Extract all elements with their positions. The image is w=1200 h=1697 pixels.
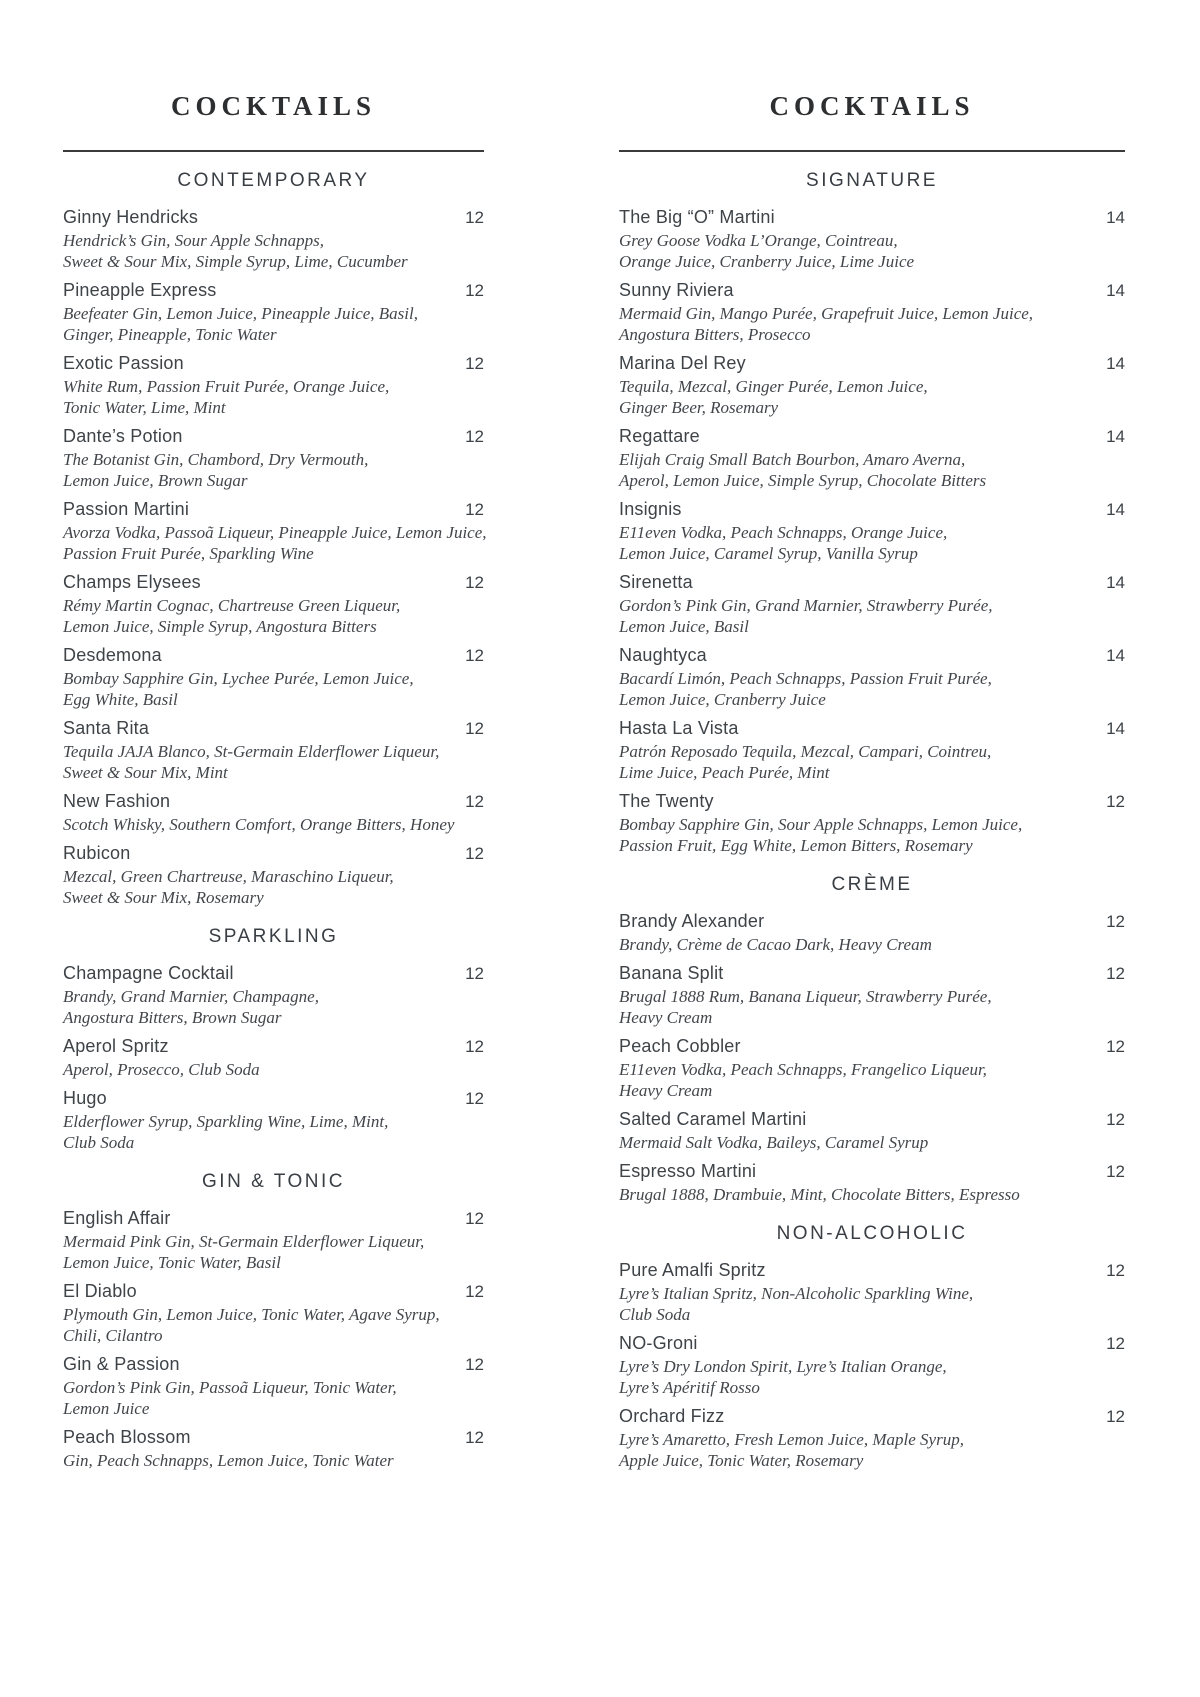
item-name: English Affair: [63, 1208, 171, 1228]
item-description-line: Sweet & Sour Mix, Rosemary: [63, 888, 264, 907]
item-header: [619, 1036, 1125, 1057]
item-description: [619, 814, 1125, 856]
menu-item: [63, 1354, 484, 1419]
section-list: [63, 170, 487, 1471]
menu-item: [619, 207, 1125, 272]
menu-item: [619, 1406, 1125, 1471]
item-description-line: Rémy Martin Cognac, Chartreuse Green Liqueur,: [63, 596, 401, 615]
item-description-line: Avorza Vodka, Passoã Liqueur, Pineapple Juice, Lemon Juice,: [63, 523, 487, 542]
menu-title: COCKTAILS: [170, 91, 377, 121]
item-price: 14: [1106, 427, 1125, 446]
item-name: Hugo: [63, 1088, 107, 1108]
item-header: [619, 499, 1125, 520]
item-header: [63, 1208, 484, 1229]
item-description: [63, 1304, 484, 1346]
item-description: [63, 1111, 484, 1153]
title-rule: [619, 150, 1125, 152]
item-description: [619, 595, 1125, 637]
item-description-line: Bombay Sapphire Gin, Lychee Purée, Lemon Juice,: [63, 669, 414, 688]
item-header: [63, 791, 484, 812]
item-description-line: Egg White, Basil: [63, 690, 178, 709]
item-header: [63, 963, 484, 984]
menu-item: [619, 1333, 1125, 1398]
item-description-line: Hendrick’s Gin, Sour Apple Schnapps,: [63, 231, 324, 250]
item-list: [619, 911, 1125, 1205]
item-description-line: Sweet & Sour Mix, Mint: [63, 763, 228, 782]
item-name: Pure Amalfi Spritz: [619, 1260, 766, 1280]
item-price: 12: [1106, 912, 1125, 931]
item-header: [619, 1161, 1125, 1182]
item-price: 12: [1106, 1110, 1125, 1129]
item-price: 14: [1106, 646, 1125, 665]
item-name: Insignis: [619, 499, 682, 519]
menu-section: [63, 1171, 484, 1471]
item-price: 12: [1106, 1037, 1125, 1056]
item-description-line: Lyre’s Dry London Spirit, Lyre’s Italian Orange,: [619, 1357, 947, 1376]
item-description: [63, 522, 487, 564]
item-price: 12: [465, 964, 484, 983]
item-description-line: Elderflower Syrup, Sparkling Wine, Lime, Mint,: [63, 1112, 389, 1131]
item-description-line: Club Soda: [619, 1305, 691, 1324]
item-description-line: Lyre’s Italian Spritz, Non-Alcoholic Sparkling Wine,: [619, 1284, 974, 1303]
item-description-line: Lemon Juice: [63, 1399, 150, 1418]
item-name: Banana Split: [619, 963, 724, 983]
item-description: [619, 986, 1125, 1028]
item-price: 12: [465, 646, 484, 665]
item-price: 14: [1106, 573, 1125, 592]
item-description: [619, 449, 1125, 491]
section-heading: SIGNATURE: [806, 170, 938, 191]
menu-item: [619, 963, 1125, 1028]
item-description-line: Passion Fruit, Egg White, Lemon Bitters, Rosemary: [619, 836, 973, 855]
item-name: Sirenetta: [619, 572, 693, 592]
item-header: [619, 572, 1125, 593]
item-price: 12: [1106, 964, 1125, 983]
item-description-line: Heavy Cream: [619, 1008, 713, 1027]
item-header: [619, 353, 1125, 374]
item-price: 12: [1106, 1261, 1125, 1280]
item-header: [63, 280, 484, 301]
item-description-line: Orange Juice, Cranberry Juice, Lime Juice: [619, 252, 915, 271]
item-header: [619, 963, 1125, 984]
item-price: 12: [465, 500, 484, 519]
item-header: [619, 718, 1125, 739]
menu-item: [63, 499, 487, 564]
item-description-line: Bacardí Limón, Peach Schnapps, Passion Fruit Purée,: [619, 669, 992, 688]
item-description: [63, 986, 484, 1028]
item-description: [619, 1059, 1125, 1101]
menu-item: [619, 426, 1125, 491]
item-price: 12: [1106, 1407, 1125, 1426]
item-price: 12: [1106, 792, 1125, 811]
item-price: 12: [465, 281, 484, 300]
item-name: Espresso Martini: [619, 1161, 757, 1181]
item-name: Peach Cobbler: [619, 1036, 741, 1056]
item-price: 12: [465, 1282, 484, 1301]
item-description-line: Ginger, Pineapple, Tonic Water: [63, 325, 277, 344]
item-description: [63, 449, 484, 491]
item-description: [63, 814, 484, 835]
item-description-line: Mermaid Salt Vodka, Baileys, Caramel Syrup: [619, 1133, 929, 1152]
menu-item: [63, 645, 484, 710]
menu-section: [619, 874, 1125, 1205]
item-description-line: Tequila JAJA Blanco, St-Germain Elderflower Liqueur,: [63, 742, 440, 761]
item-description: [619, 1356, 1125, 1398]
item-price: 14: [1106, 500, 1125, 519]
item-description-line: Grey Goose Vodka L’Orange, Cointreau,: [619, 231, 898, 250]
item-description-line: Gin, Peach Schnapps, Lemon Juice, Tonic Water: [63, 1451, 394, 1470]
item-name: NO-Groni: [619, 1333, 698, 1353]
item-header: [63, 843, 484, 864]
menu-item: [63, 1036, 484, 1080]
item-header: [619, 1260, 1125, 1281]
item-description: [63, 741, 484, 783]
item-name: The Big “O” Martini: [619, 207, 775, 227]
item-description: [63, 595, 484, 637]
item-description: [619, 376, 1125, 418]
menu-item: [63, 1427, 484, 1471]
item-description: [619, 1283, 1125, 1325]
item-header: [63, 1088, 484, 1109]
item-header: [63, 1354, 484, 1375]
item-header: [619, 1333, 1125, 1354]
item-description-line: Mezcal, Green Chartreuse, Maraschino Liqueur,: [63, 867, 394, 886]
item-header: [619, 791, 1125, 812]
item-name: Naughtyca: [619, 645, 707, 665]
section-heading: NON-ALCOHOLIC: [776, 1223, 968, 1244]
item-price: 12: [465, 1209, 484, 1228]
item-description-line: White Rum, Passion Fruit Purée, Orange Juice,: [63, 377, 390, 396]
menu-item: [63, 963, 484, 1028]
menu-item: [619, 1161, 1125, 1205]
item-description: [63, 866, 484, 908]
title-rule: [63, 150, 484, 152]
item-description-line: Lemon Juice, Basil: [619, 617, 749, 636]
menu-item: [619, 791, 1125, 856]
item-description: [619, 934, 1125, 955]
item-header: [619, 1406, 1125, 1427]
menu-item: [619, 280, 1125, 345]
section-heading: CONTEMPORARY: [177, 170, 370, 191]
item-name: Ginny Hendricks: [63, 207, 199, 227]
menu-item: [63, 1281, 484, 1346]
menu-item: [619, 911, 1125, 955]
item-name: El Diablo: [63, 1281, 137, 1301]
section-heading: GIN & TONIC: [202, 1171, 345, 1192]
item-price: 12: [1106, 1162, 1125, 1181]
menu-item: [63, 572, 484, 637]
menu-item: [63, 207, 484, 272]
menu-title: COCKTAILS: [769, 91, 975, 121]
menu-item: [619, 572, 1125, 637]
item-description-line: Angostura Bitters, Prosecco: [619, 325, 811, 344]
item-price: 12: [465, 792, 484, 811]
item-header: [63, 426, 484, 447]
item-list: [619, 1260, 1125, 1471]
menu-item: [63, 843, 484, 908]
item-header: [63, 718, 484, 739]
item-list: [63, 207, 487, 908]
item-name: Aperol Spritz: [63, 1036, 169, 1056]
item-description: [619, 522, 1125, 564]
item-header: [63, 645, 484, 666]
item-header: [63, 572, 484, 593]
item-header: [63, 353, 484, 374]
item-name: Santa Rita: [63, 718, 150, 738]
item-name: Exotic Passion: [63, 353, 184, 373]
item-name: Rubicon: [63, 843, 131, 863]
item-description-line: The Botanist Gin, Chambord, Dry Vermouth,: [63, 450, 369, 469]
item-description-line: Angostura Bitters, Brown Sugar: [63, 1008, 282, 1027]
menu-item: [63, 1208, 484, 1273]
item-description-line: Chili, Cilantro: [63, 1326, 163, 1345]
item-name: Champs Elysees: [63, 572, 201, 592]
menu-section: [63, 926, 484, 1153]
item-description-line: Elijah Craig Small Batch Bourbon, Amaro Averna,: [619, 450, 966, 469]
item-header: [619, 426, 1125, 447]
item-price: 12: [465, 1037, 484, 1056]
item-description: [63, 1450, 484, 1471]
item-description-line: Lemon Juice, Tonic Water, Basil: [63, 1253, 281, 1272]
item-header: [63, 1281, 484, 1302]
item-description: [63, 1377, 484, 1419]
item-price: 12: [465, 354, 484, 373]
item-name: Desdemona: [63, 645, 162, 665]
item-name: Champagne Cocktail: [63, 963, 234, 983]
item-price: 14: [1106, 354, 1125, 373]
item-description-line: Club Soda: [63, 1133, 135, 1152]
item-description-line: Lemon Juice, Cranberry Juice: [619, 690, 826, 709]
item-description-line: Bombay Sapphire Gin, Sour Apple Schnapps, Lemon Juice,: [619, 815, 1023, 834]
item-price: 12: [465, 844, 484, 863]
item-description-line: Tequila, Mezcal, Ginger Purée, Lemon Juice,: [619, 377, 928, 396]
item-name: Salted Caramel Martini: [619, 1109, 807, 1129]
item-description-line: Gordon’s Pink Gin, Passoã Liqueur, Tonic Water,: [63, 1378, 397, 1397]
item-description: [63, 1231, 484, 1273]
item-description-line: Lemon Juice, Brown Sugar: [63, 471, 248, 490]
item-header: [619, 207, 1125, 228]
menu-column: [63, 90, 487, 1479]
item-description: [63, 1059, 484, 1080]
item-name: Orchard Fizz: [619, 1406, 725, 1426]
item-price: 14: [1106, 208, 1125, 227]
item-description: [63, 230, 484, 272]
item-description-line: Plymouth Gin, Lemon Juice, Tonic Water, Agave Syrup,: [63, 1305, 440, 1324]
item-price: 12: [1106, 1334, 1125, 1353]
item-header: [63, 207, 484, 228]
item-description-line: Brugal 1888, Drambuie, Mint, Chocolate Bitters, Espresso: [619, 1185, 1020, 1204]
item-name: Hasta La Vista: [619, 718, 739, 738]
item-description-line: Heavy Cream: [619, 1081, 713, 1100]
menu-item: [63, 426, 484, 491]
item-price: 12: [465, 1089, 484, 1108]
item-description-line: Mermaid Gin, Mango Purée, Grapefruit Juice, Lemon Juice,: [619, 304, 1034, 323]
item-description: [619, 230, 1125, 272]
item-description-line: Brandy, Grand Marnier, Champagne,: [63, 987, 319, 1006]
menu-item: [619, 718, 1125, 783]
item-price: 12: [465, 427, 484, 446]
menu-item: [619, 499, 1125, 564]
section-list: [619, 170, 1125, 1471]
item-description: [63, 668, 484, 710]
item-name: Regattare: [619, 426, 700, 446]
menu-item: [619, 353, 1125, 418]
item-description: [619, 741, 1125, 783]
item-header: [619, 280, 1125, 301]
item-price: 12: [465, 573, 484, 592]
item-price: 12: [465, 1355, 484, 1374]
item-name: Pineapple Express: [63, 280, 217, 300]
menu-item: [63, 1088, 484, 1153]
menu-item: [619, 645, 1125, 710]
item-price: 12: [465, 719, 484, 738]
item-description-line: Scotch Whisky, Southern Comfort, Orange Bitters, Honey: [63, 815, 455, 834]
item-description-line: Sweet & Sour Mix, Simple Syrup, Lime, Cucumber: [63, 252, 408, 271]
item-name: Passion Martini: [63, 499, 190, 519]
item-description-line: Aperol, Lemon Juice, Simple Syrup, Chocolate Bitters: [619, 471, 987, 490]
item-description-line: Brugal 1888 Rum, Banana Liqueur, Strawberry Purée,: [619, 987, 992, 1006]
menu-item: [619, 1260, 1125, 1325]
item-header: [619, 1109, 1125, 1130]
item-list: [63, 1208, 484, 1471]
item-description-line: Lime Juice, Peach Purée, Mint: [619, 763, 830, 782]
item-description-line: E11even Vodka, Peach Schnapps, Frangelico Liqueur,: [619, 1060, 987, 1079]
item-header: [63, 1427, 484, 1448]
item-name: Brandy Alexander: [619, 911, 765, 931]
menu-item: [63, 791, 484, 835]
menu-item: [63, 718, 484, 783]
item-header: [619, 645, 1125, 666]
item-description: [619, 1429, 1125, 1471]
item-description-line: Lyre’s Amaretto, Fresh Lemon Juice, Maple Syrup,: [619, 1430, 964, 1449]
item-description-line: Lemon Juice, Caramel Syrup, Vanilla Syrup: [619, 544, 918, 563]
item-description: [63, 376, 484, 418]
item-name: Dante’s Potion: [63, 426, 183, 446]
menu-column: [619, 90, 1125, 1479]
item-description-line: Lyre’s Apéritif Rosso: [619, 1378, 760, 1397]
section-heading: CRÈME: [831, 874, 913, 895]
item-header: [619, 911, 1125, 932]
section-heading: SPARKLING: [208, 926, 339, 947]
item-description-line: Ginger Beer, Rosemary: [619, 398, 779, 417]
item-header: [63, 1036, 484, 1057]
item-description-line: Patrón Reposado Tequila, Mezcal, Campari, Cointreu,: [619, 742, 992, 761]
item-description-line: Beefeater Gin, Lemon Juice, Pineapple Juice, Basil,: [63, 304, 418, 323]
item-name: Gin & Passion: [63, 1354, 180, 1374]
item-name: Marina Del Rey: [619, 353, 746, 373]
item-price: 12: [465, 208, 484, 227]
menu-section: [619, 1223, 1125, 1471]
menu-item: [63, 353, 484, 418]
item-description-line: Lemon Juice, Simple Syrup, Angostura Bitters: [63, 617, 377, 636]
item-description-line: Apple Juice, Tonic Water, Rosemary: [619, 1451, 864, 1470]
item-list: [63, 963, 484, 1153]
item-description-line: E11even Vodka, Peach Schnapps, Orange Juice,: [619, 523, 948, 542]
item-description: [619, 668, 1125, 710]
item-description: [619, 1132, 1125, 1153]
menu-item: [63, 280, 484, 345]
item-price: 14: [1106, 719, 1125, 738]
item-name: The Twenty: [619, 791, 714, 811]
item-list: [619, 207, 1125, 856]
item-name: Peach Blossom: [63, 1427, 191, 1447]
menu-item: [619, 1109, 1125, 1153]
item-price: 12: [465, 1428, 484, 1447]
item-description-line: Brandy, Crème de Cacao Dark, Heavy Cream: [619, 935, 932, 954]
item-description-line: Mermaid Pink Gin, St-Germain Elderflower Liqueur,: [63, 1232, 425, 1251]
item-description-line: Passion Fruit Purée, Sparkling Wine: [63, 544, 314, 563]
item-description-line: Gordon’s Pink Gin, Grand Marnier, Strawberry Purée,: [619, 596, 993, 615]
item-description: [63, 303, 484, 345]
item-price: 14: [1106, 281, 1125, 300]
item-name: New Fashion: [63, 791, 171, 811]
item-description: [619, 303, 1125, 345]
menu-section: [619, 170, 1125, 856]
menu-item: [619, 1036, 1125, 1101]
item-description-line: Tonic Water, Lime, Mint: [63, 398, 226, 417]
menu-section: [63, 170, 487, 908]
item-description-line: Aperol, Prosecco, Club Soda: [63, 1060, 260, 1079]
item-name: Sunny Riviera: [619, 280, 734, 300]
item-description: [619, 1184, 1125, 1205]
item-header: [63, 499, 484, 520]
